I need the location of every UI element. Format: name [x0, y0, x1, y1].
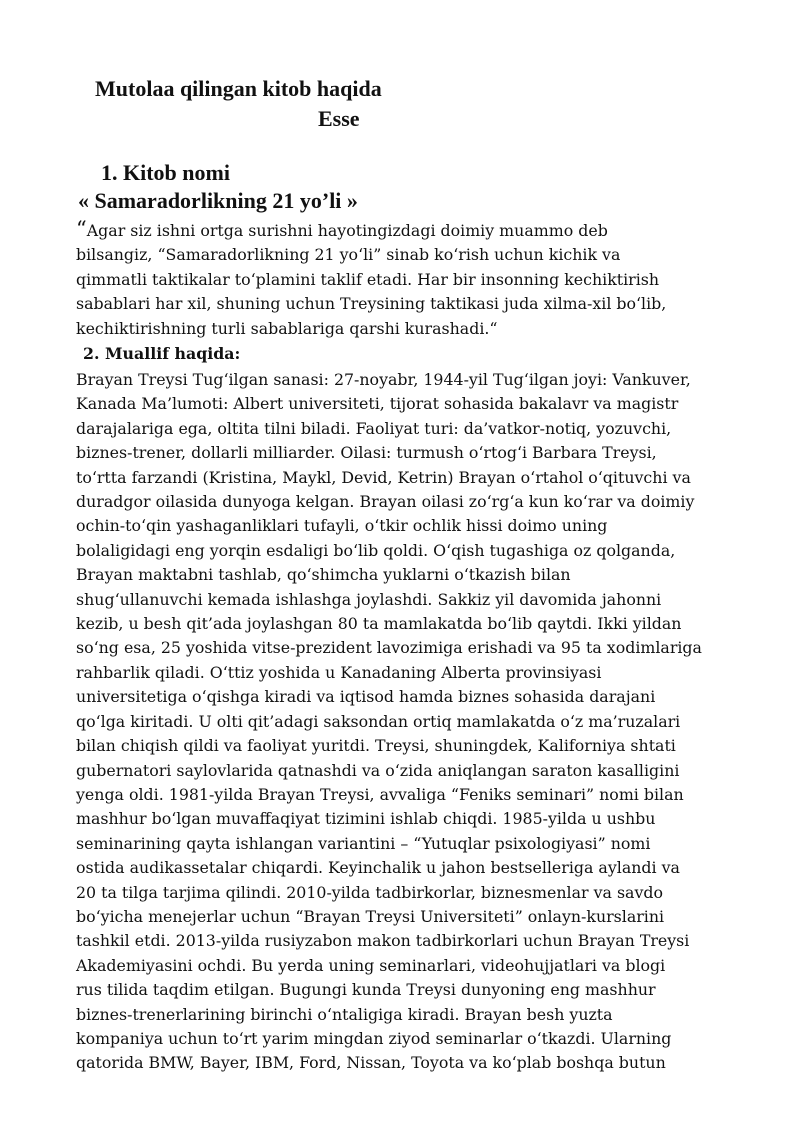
text-line: seminarining qayta ishlangan variantini – “Yutuqlar psixologiyasi” nomi [76, 833, 651, 853]
text-line: shugʻullanuvchi kemada ishlashga joylashdi. Sakkiz yil davomida jahonni [76, 589, 662, 609]
text-line: tashkil etdi. 2013-yilda rusiyzabon makon tadbirkorlari uchun Brayan Treysi [76, 931, 690, 951]
text-line: Brayan maktabni tashlab, qoʻshimcha yuklarni oʻtkazish bilan [76, 565, 571, 585]
text-line: soʻng esa, 25 yoshida vitse-prezident lavozimiga erishadi va 95 ta xodimlariga [76, 638, 702, 658]
text-line: bolaligidagi eng yorqin esdaligi boʻlib qoldi. Oʻqish tugashiga oz qolganda, [76, 540, 676, 560]
text-line [76, 219, 736, 243]
text-line: biznes-trenerlarining birinchi oʻntaligiga kiradi. Brayan besh yuzta [76, 1004, 613, 1024]
text-line: kechiktirishning turli sabablariga qarshi kurashadi.“ [76, 318, 498, 338]
text-line-content: Agar siz ishni ortga surishni hayotingizdagi doimiy muammo deb [86, 221, 608, 240]
book-description-paragraph [76, 219, 736, 341]
text-line: duradgor oilasida dunyoga kelgan. Brayan oilasi zoʻrgʻa kun koʻrar va doimiy [76, 492, 695, 512]
text-line: Kanada Ma’lumoti: Albert universiteti, tijorat sohasida bakalavr va magistr [76, 394, 679, 414]
text-line: rus tilida taqdim etilgan. Bugungi kunda Treysi dunyoning eng mashhur [76, 980, 656, 1000]
text-line: qatorida BMW, Bayer, IBM, Ford, Nissan, Toyota va koʻplab boshqa butun [76, 1053, 666, 1073]
text-line: sabablari har xil, shuning uchun Treysining taktikasi juda xilma-xil boʻlib, [76, 294, 667, 314]
text-line: qimmatli taktikalar toʻplamini taklif etadi. Har bir insonning kechiktirish [76, 269, 660, 289]
document-subtitle: Esse [318, 106, 360, 131]
text-line: ostida audikassetalar chiqardi. Keyinchalik u jahon bestselleriga aylandi va [76, 858, 680, 878]
text-line: mashhur boʻlgan muvaffaqiyat tizimini ishlab chiqdi. 1985-yilda u ushbu [76, 809, 656, 829]
book-title: « Samaradorlikning 21 yo’li » [78, 188, 358, 213]
text-line: bilan chiqish qildi va faoliyat yuritdi. Treysi, shuningdek, Kaliforniya shtati [76, 736, 676, 756]
text-line: qoʻlga kiritadi. U olti qit’adagi saksondan ortiq mamlakatda oʻz ma’ruzalari [76, 711, 681, 731]
text-line: gubernatori saylovlarida qatnashdi va oʻzida aniqlangan saraton kasalligini [76, 760, 680, 780]
text-line: Akademiyasini ochdi. Bu yerda uning seminarlari, videohujjatlari va blogi [76, 955, 666, 975]
text-line: toʻrtta farzandi (Kristina, Maykl, Devid, Ketrin) Brayan oʻrtahol oʻqituvchi va [76, 467, 691, 487]
text-line: darajalariga ega, oltita tilni biladi. Faoliyat turi: da’vatkor-notiq, yozuvchi, [76, 418, 672, 438]
text-line: kezib, u besh qit’ada joylashgan 80 ta mamlakatda boʻlib qaytdi. Ikki yildan [76, 614, 682, 634]
text-line: universitetiga oʻqishga kiradi va iqtisod hamda biznes sohasida darajani [76, 687, 656, 707]
section-heading-author: 2. Muallif haqida: [83, 344, 241, 363]
text-line: biznes-trener, dollarli milliarder. Oilasi: turmush oʻrtogʻi Barbara Treysi, [76, 443, 657, 463]
text-line: ochin-toʻqin yashaganliklari tufayli, oʻtkir ochlik hissi doimo uning [76, 516, 608, 536]
document-title: Mutolaa qilingan kitob haqida [95, 76, 382, 101]
author-biography-paragraph [76, 368, 736, 1076]
opening-quote-mark: “ [76, 217, 87, 241]
text-line: rahbarlik qiladi. Oʻttiz yoshida u Kanadaning Alberta provinsiyasi [76, 662, 602, 682]
section-heading-book-name: 1. Kitob nomi [101, 160, 230, 185]
text-line: yenga oldi. 1981-yilda Brayan Treysi, avvaliga “Feniks seminari” nomi bilan [76, 784, 684, 804]
text-line: 20 ta tilga tarjima qilindi. 2010-yilda tadbirkorlar, biznesmenlar va savdo [76, 882, 664, 902]
text-line: bilsangiz, “Samaradorlikning 21 yoʻli” sinab koʻrish uchun kichik va [76, 245, 621, 265]
text-line: boʻyicha menejerlar uchun “Brayan Treysi Universiteti” onlayn-kurslarini [76, 906, 665, 926]
text-line: Brayan Treysi Tugʻilgan sanasi: 27-noyabr, 1944-yil Tugʻilgan joyi: Vankuver, [76, 370, 691, 389]
text-line: kompaniya uchun toʻrt yarim mingdan ziyod seminarlar oʻtkazdi. Ularning [76, 1028, 672, 1048]
